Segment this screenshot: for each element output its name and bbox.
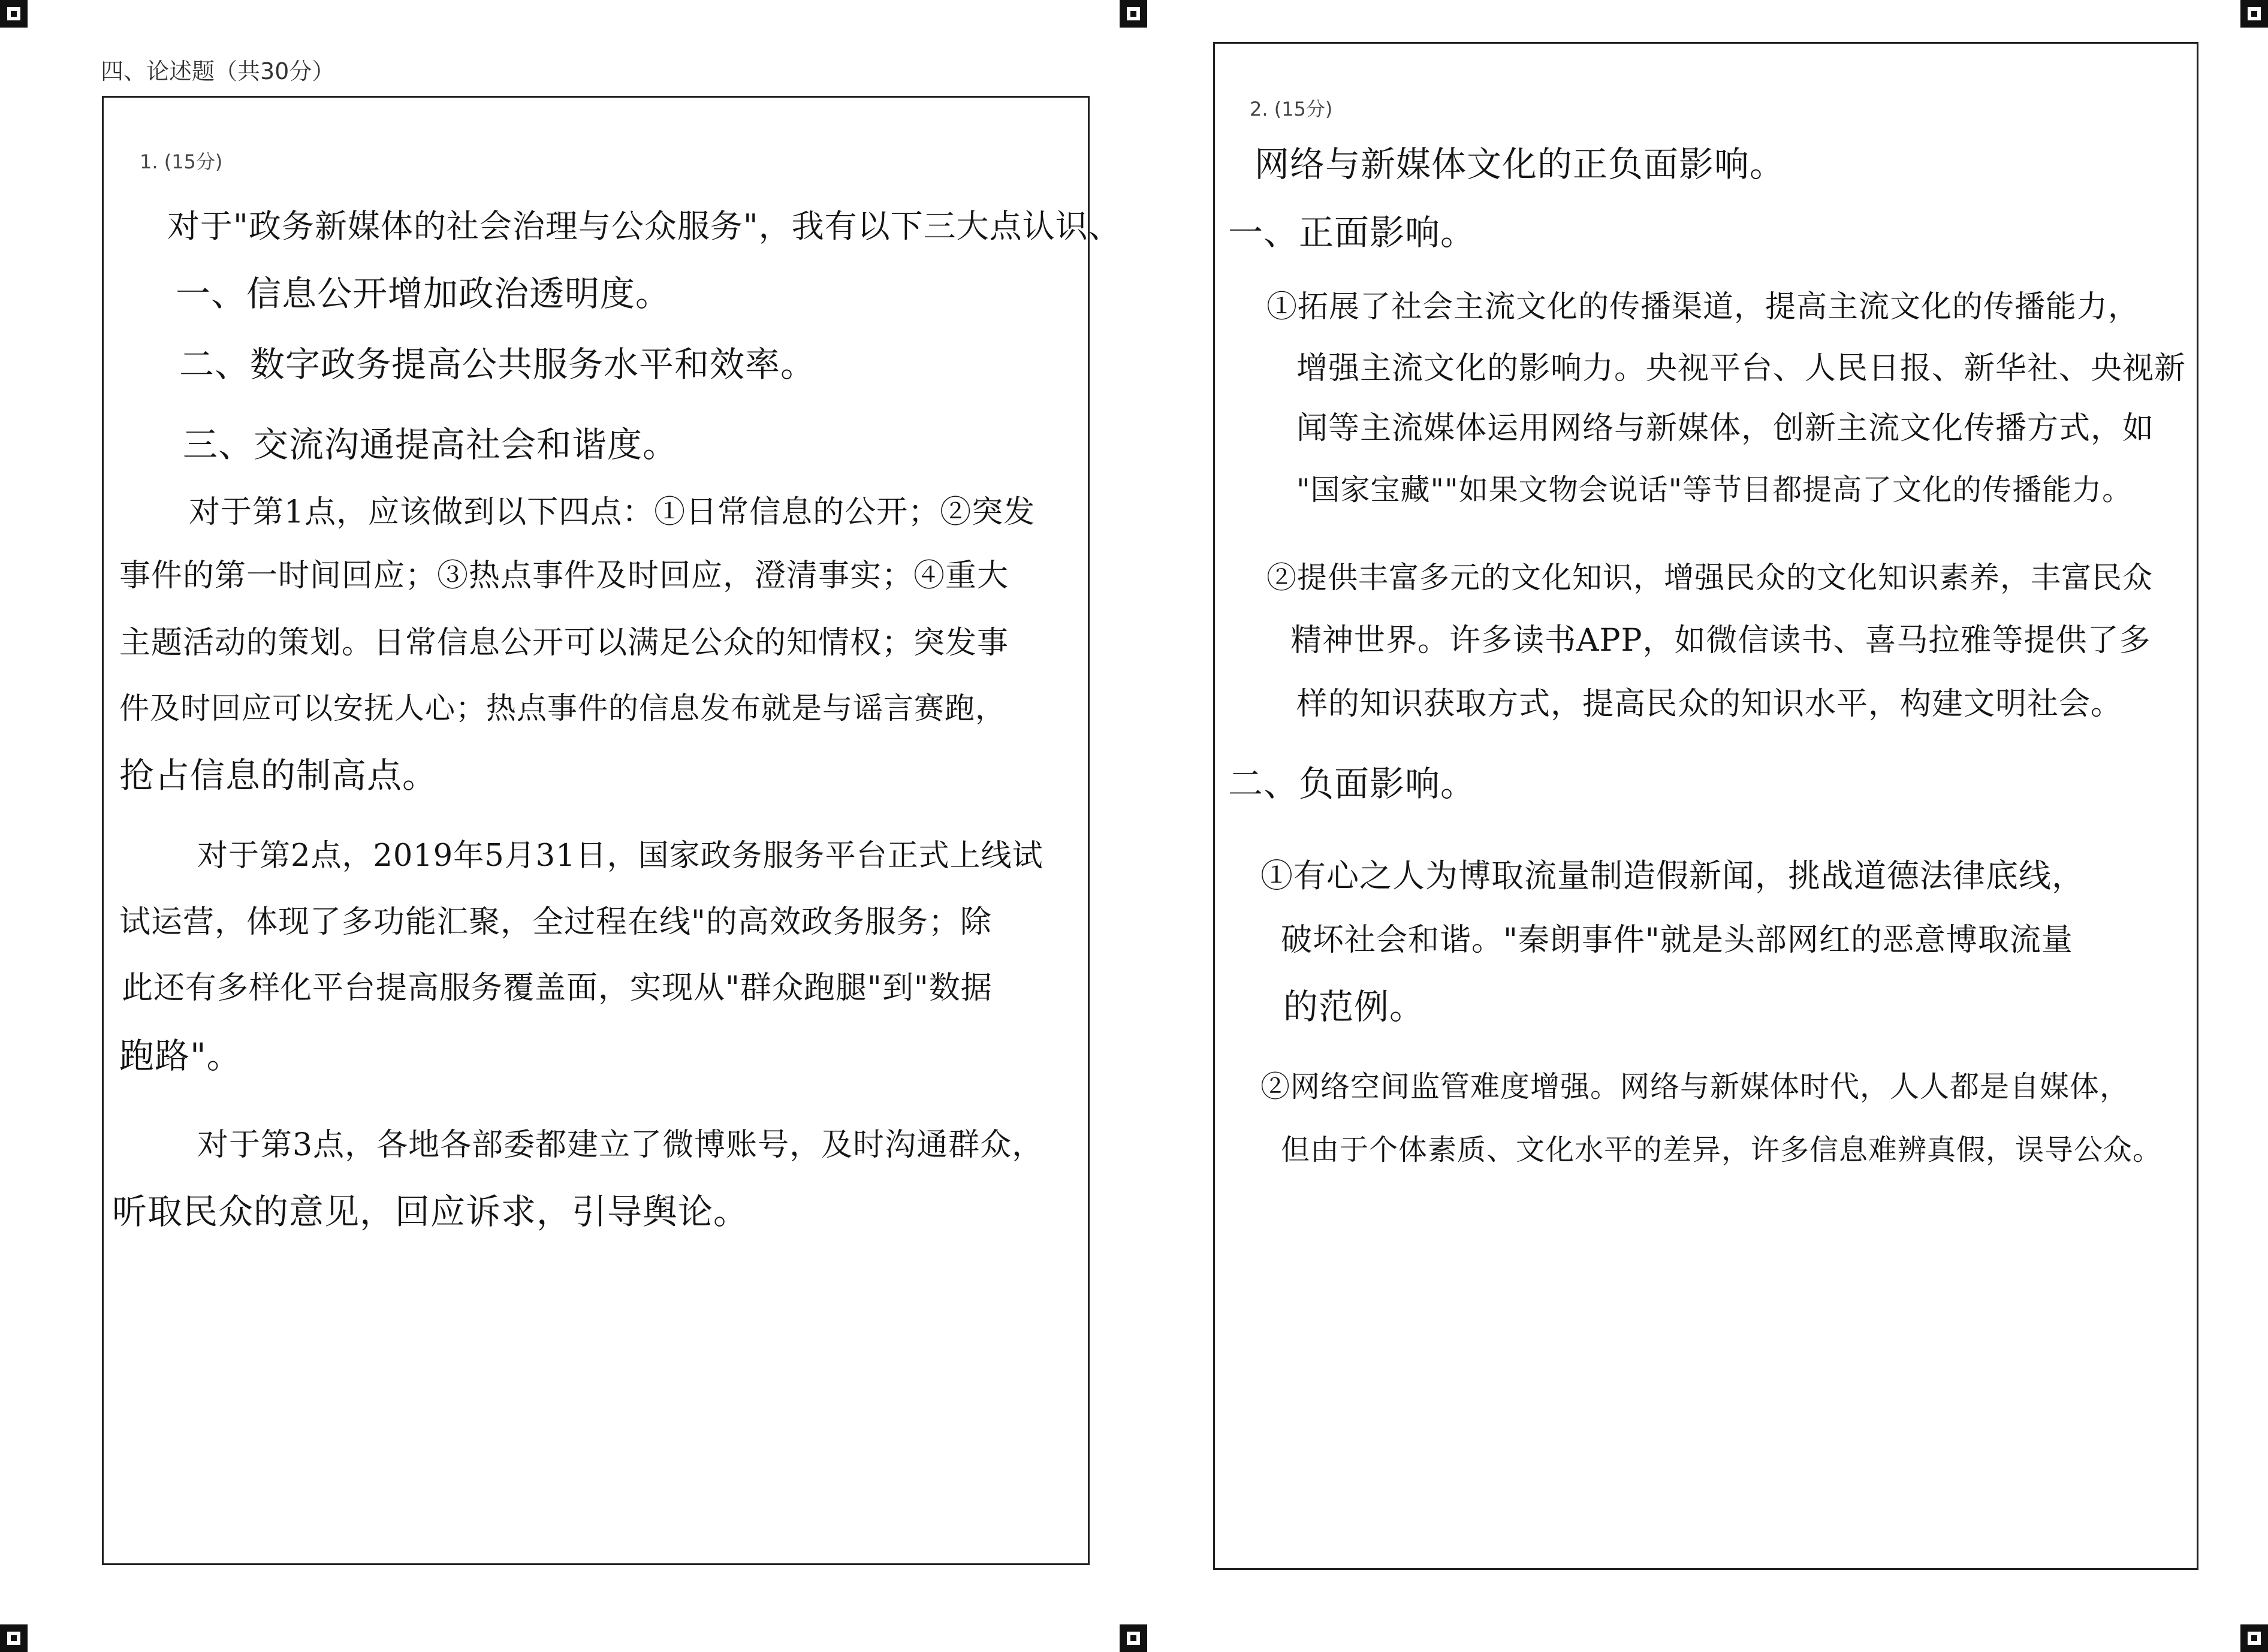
answer-line: 抢占信息的制高点。 <box>119 755 438 796</box>
answer-line: 破坏社会和谐。"秦朗事件"就是头部网红的恶意博取流量 <box>1281 922 2073 958</box>
answer-line: 样的知识获取方式，提高民众的知识水平，构建文明社会。 <box>1296 686 2123 722</box>
question-label-q2: 2. (15分) <box>1250 98 1333 120</box>
answer-line: ①拓展了社会主流文化的传播渠道，提高主流文化的传播能力， <box>1266 289 2140 325</box>
answer-line: ②提供丰富多元的文化知识，增强民众的文化知识素养，丰富民众 <box>1266 560 2153 595</box>
answer-line: 对于"政务新媒体的社会治理与公众服务"，我有以下三大点认识、 <box>167 207 1121 245</box>
alignment-marker-top-left <box>0 0 28 28</box>
answer-line: ②网络空间监管难度增强。网络与新媒体时代，人人都是自媒体， <box>1260 1070 2130 1104</box>
answer-line: "国家宝藏""如果文物会说话"等节目都提高了文化的传播能力。 <box>1296 473 2133 507</box>
answer-box-q2 <box>1213 42 2198 1570</box>
answer-line: 二、负面影响。 <box>1228 763 1476 804</box>
alignment-marker-top-right <box>2240 0 2268 28</box>
answer-line: 三、交流沟通提高社会和谐度。 <box>183 424 678 465</box>
answer-line: 网络与新媒体文化的正负面影响。 <box>1254 144 1786 185</box>
answer-line: 件及时回应可以安抚人心；热点事件的信息发布就是与谣言赛跑， <box>119 691 1006 726</box>
answer-line: 闻等主流媒体运用网络与新媒体，创新主流文化传播方式，如 <box>1296 410 2155 446</box>
alignment-marker-bottom-right <box>2240 1624 2268 1652</box>
answer-line: 跑路"。 <box>119 1035 242 1076</box>
answer-line: 一、信息公开增加政治透明度。 <box>176 273 671 314</box>
alignment-marker-bottom-left <box>0 1624 28 1652</box>
answer-line: ①有心之人为博取流量制造假新闻，挑战道德法律底线， <box>1260 857 2085 895</box>
answer-line: 对于第1点，应该做到以下四点：①日常信息的公开；②突发 <box>189 494 1036 530</box>
answer-line: 事件的第一时间回应；③热点事件及时回应，澄清事实；④重大 <box>119 558 1009 594</box>
answer-line: 试运营，体现了多功能汇聚，全过程在线"的高效政务服务；除 <box>119 904 992 940</box>
answer-line: 主题活动的策划。日常信息公开可以满足公众的知情权；突发事 <box>119 625 1009 661</box>
answer-line: 精神世界。许多读书APP，如微信读书、喜马拉雅等提供了多 <box>1290 623 2151 659</box>
answer-line: 对于第3点，各地各部委都建立了微博账号，及时沟通群众， <box>197 1127 1044 1163</box>
answer-box-q1 <box>102 96 1121 1565</box>
answer-line: 增强主流文化的影响力。央视平台、人民日报、新华社、央视新 <box>1296 351 2186 386</box>
answer-line: 二、数字政务提高公共服务水平和效率。 <box>179 344 816 385</box>
alignment-marker-bottom-center <box>1120 1624 1147 1652</box>
answer-line: 但由于个体素质、文化水平的差异，许多信息难辨真假，误导公众。 <box>1281 1133 2163 1167</box>
answer-line: 对于第2点，2019年5月31日，国家政务服务平台正式上线试 <box>197 838 1043 874</box>
question-label-q1: 1. (15分) <box>140 150 223 173</box>
alignment-marker-top-center <box>1120 0 1147 28</box>
answer-line: 此还有多样化平台提高服务覆盖面，实现从"群众跑腿"到"数据 <box>122 970 993 1006</box>
answer-line: 一、正面影响。 <box>1228 212 1476 253</box>
section-title: 四、论述题（共30分） <box>101 58 335 84</box>
answer-line: 的范例。 <box>1283 986 1425 1027</box>
answer-line: 听取民众的意见，回应诉求，引导舆论。 <box>112 1191 749 1232</box>
